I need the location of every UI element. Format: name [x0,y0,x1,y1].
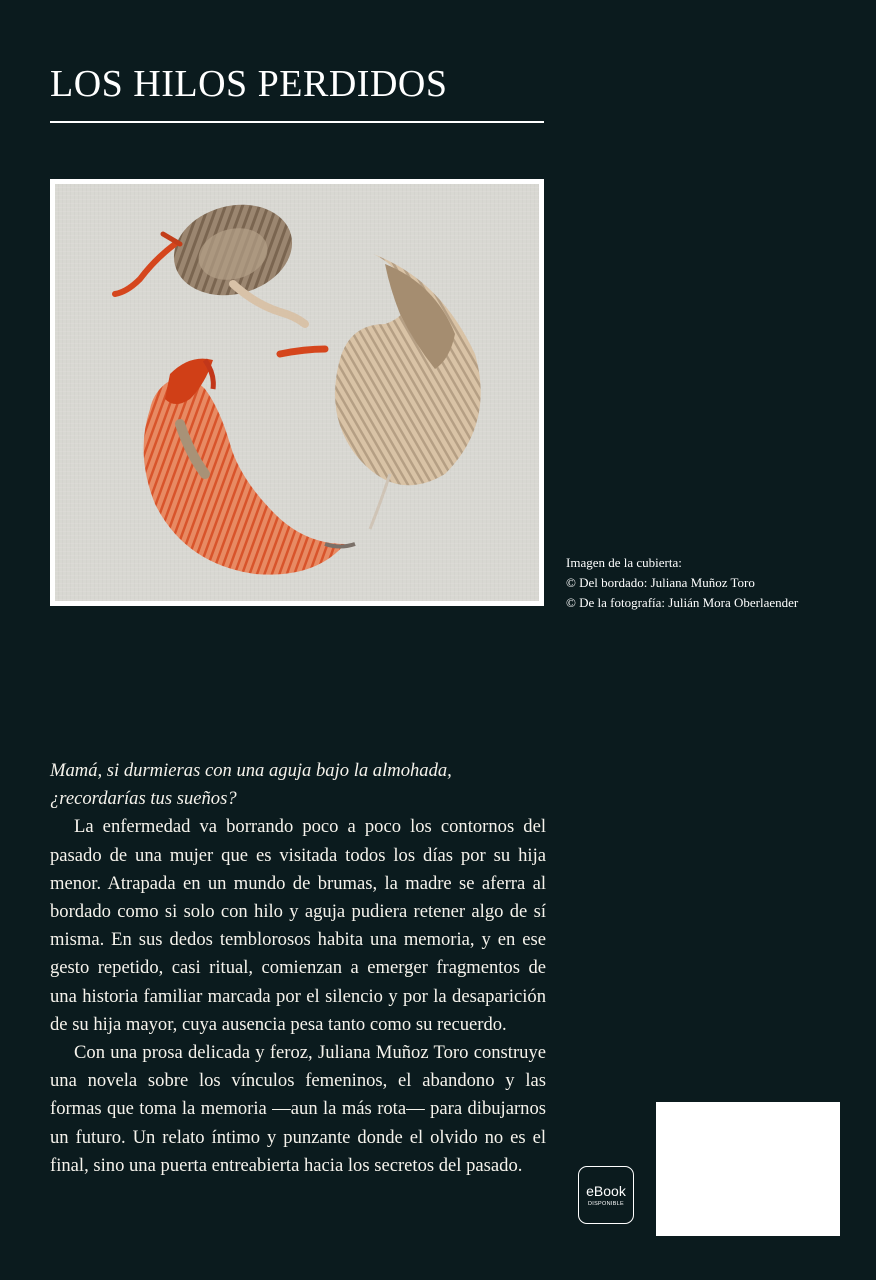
badge-sub-text: DISPONIBLE [587,1201,624,1207]
back-cover-blurb [50,757,546,1180]
title-underline [50,121,544,123]
cover-credits [566,553,798,613]
blurb-paragraph-1: La enfermedad va borrando poco a poco los contornos del pasado de una mujer que es visitada todos los días por su hija menor. Atrapada en un mundo de brumas, la madre se aferra al bordado como si solo con hilo y aguja pudiera retener algo de sí misma. En sus dedos temblorosos habita una memoria, y en ese gesto repetido, casi ritual, comienzan a emerger fragmentos de una historia familiar marcada por el silencio y por la desaparición de su hija mayor, cuya ausencia pesa tanto como su recuerdo. [50,816,546,1035]
badge-main-text: eBook [586,1183,626,1199]
credits-photography: © De la fotografía: Julián Mora Oberlaender [566,595,799,610]
barcode-placeholder-box [656,1102,840,1236]
epigraph-line-2: ¿recordarías tus sueños? [50,788,237,810]
ebook-available-badge [578,1166,634,1224]
blurb-epigraph [50,757,546,813]
cover-photo-frame [50,179,544,606]
credits-embroidery: © Del bordado: Juliana Muñoz Toro [566,575,755,590]
book-title: LOS HILOS PERDIDOS [50,63,448,105]
credits-heading: Imagen de la cubierta: [566,555,682,570]
blurb-paragraph-2: Con una prosa delicada y feroz, Juliana Muñoz Toro construye una novela sobre los vínculos femeninos, el abandono y las formas que toma la memoria —aun la más rota— para dibujarnos un futuro. Un relato íntimo y punzante donde el olvido no es el final, sino una puerta entreabierta hacia los secretos del pasado. [50,1042,546,1176]
epigraph-line-1: Mamá, si durmieras con una aguja bajo la almohada, [50,760,452,781]
embroidery-photo-icon [55,184,539,601]
